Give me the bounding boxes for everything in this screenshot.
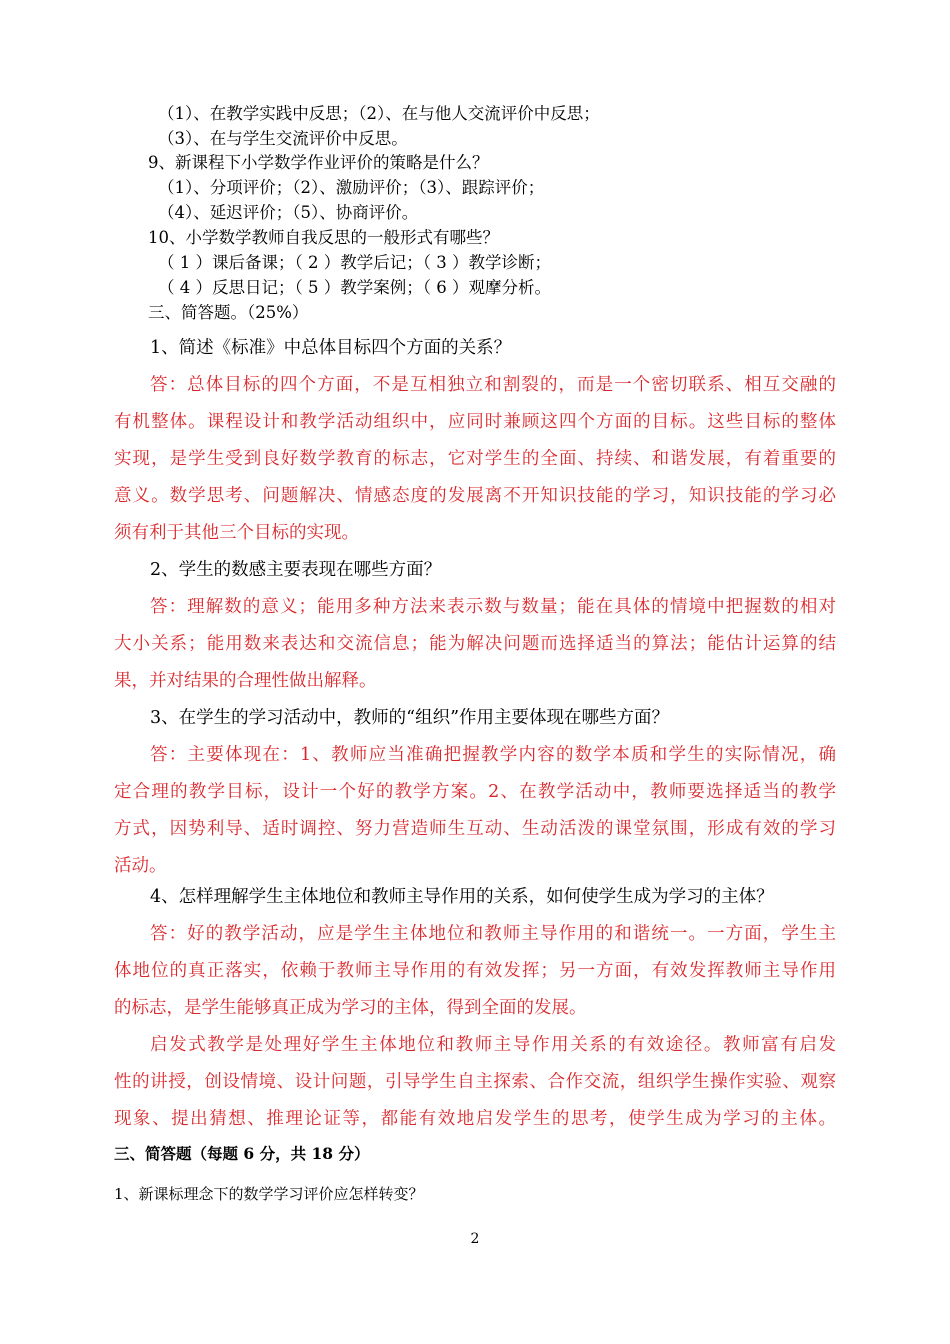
question-10: 10、小学数学教师自我反思的一般形式有哪些？ — [148, 228, 499, 247]
reflection-form-line-2: （ 4 ）反思日记；（ 5 ）教学案例；（ 6 ）观摩分析。 — [158, 278, 551, 297]
question-4: 4、怎样理解学生主体地位和教师主导作用的关系，如何使学生成为学习的主体？ — [150, 887, 774, 907]
question-9: 9、新课程下小学数学作业评价的策略是什么？ — [148, 153, 489, 172]
question-3: 3、在学生的学习活动中，教师的“组织”作用主要体现在哪些方面？ — [150, 708, 670, 728]
answer-3-line-2: 定合理的教学目标，设计一个好的教学方案。2、在教学活动中，教师要选择适当的教学 — [114, 782, 836, 802]
answer-4-line-1: 答：好的教学活动，应是学生主体地位和教师主导作用的和谐统一。一方面，学生主 — [150, 924, 836, 944]
question-1: 1、简述《标准》中总体目标四个方面的关系？ — [150, 338, 512, 358]
answer-4-line-4: 启发式教学是处理好学生主体地位和教师主导作用关系的有效途径。教师富有启发 — [150, 1035, 836, 1055]
question-new-standard: 1、新课标理念下的数学学习评价应怎样转变？ — [114, 1185, 424, 1203]
reflection-item-line-2: （3）、在与学生交流评价中反思。 — [158, 129, 408, 148]
answer-3-line-3: 方式，因势利导、适时调控、努力营造师生互动、生动活泼的课堂氛围，形成有效的学习 — [114, 819, 836, 839]
answer-1-line-4: 意义。数学思考、问题解决、情感态度的发展离不开知识技能的学习，知识技能的学习必 — [114, 486, 836, 506]
page-number: 2 — [470, 1231, 480, 1247]
reflection-item-line-1: （1）、在教学实践中反思；（2）、在与他人交流评价中反思； — [158, 104, 600, 123]
question-2: 2、学生的数感主要表现在哪些方面？ — [150, 560, 442, 580]
answer-1-line-1: 答：总体目标的四个方面，不是互相独立和割裂的，而是一个密切联系、相互交融的 — [150, 375, 836, 395]
reflection-form-line-1: （ 1 ）课后备课；（ 2 ）教学后记；（ 3 ）教学诊断； — [158, 253, 551, 272]
answer-4-line-3: 的标志，是学生能够真正成为学习的主体，得到全面的发展。 — [114, 998, 587, 1018]
answer-3-line-1: 答：主要体现在：1、教师应当准确把握教学内容的数学本质和学生的实际情况，确 — [150, 745, 836, 765]
answer-4-line-5: 性的讲授，创设情境、设计问题，引导学生自主探索、合作交流，组织学生操作实验、观察 — [114, 1072, 836, 1092]
answer-2-line-1: 答：理解数的意义；能用多种方法来表示数与数量；能在具体的情境中把握数的相对 — [150, 597, 836, 617]
answer-2-line-3: 果，并对结果的合理性做出解释。 — [114, 671, 377, 691]
answer-3-line-4: 活动。 — [114, 856, 167, 876]
answer-1-line-3: 实现，是学生受到良好数学教育的标志，它对学生的全面、持续、和谐发展，有着重要的 — [114, 449, 836, 469]
homework-strategy-line-1: （1）、分项评价；（2）、激励评价；（3）、跟踪评价； — [158, 178, 545, 197]
answer-4-line-2: 体地位的真正落实，依赖于教师主导作用的有效发挥；另一方面，有效发挥教师主导作用 — [114, 961, 836, 981]
section-heading-short-answer: 三、简答题。（25%） — [148, 303, 309, 322]
answer-1-line-2: 有机整体。课程设计和教学活动组织中，应同时兼顾这四个方面的目标。这些目标的整体 — [114, 412, 836, 432]
section-heading-scored: 三、简答题（每题 6 分，共 18 分） — [114, 1144, 370, 1163]
answer-4-line-6: 现象、提出猜想、推理论证等，都能有效地启发学生的思考，使学生成为学习的主体。 — [114, 1109, 836, 1129]
answer-2-line-2: 大小关系；能用数来表达和交流信息；能为解决问题而选择适当的算法；能估计运算的结 — [114, 634, 836, 654]
homework-strategy-line-2: （4）、延迟评价；（5）、协商评价。 — [158, 203, 419, 222]
answer-1-line-5: 须有利于其他三个目标的实现。 — [114, 523, 359, 543]
